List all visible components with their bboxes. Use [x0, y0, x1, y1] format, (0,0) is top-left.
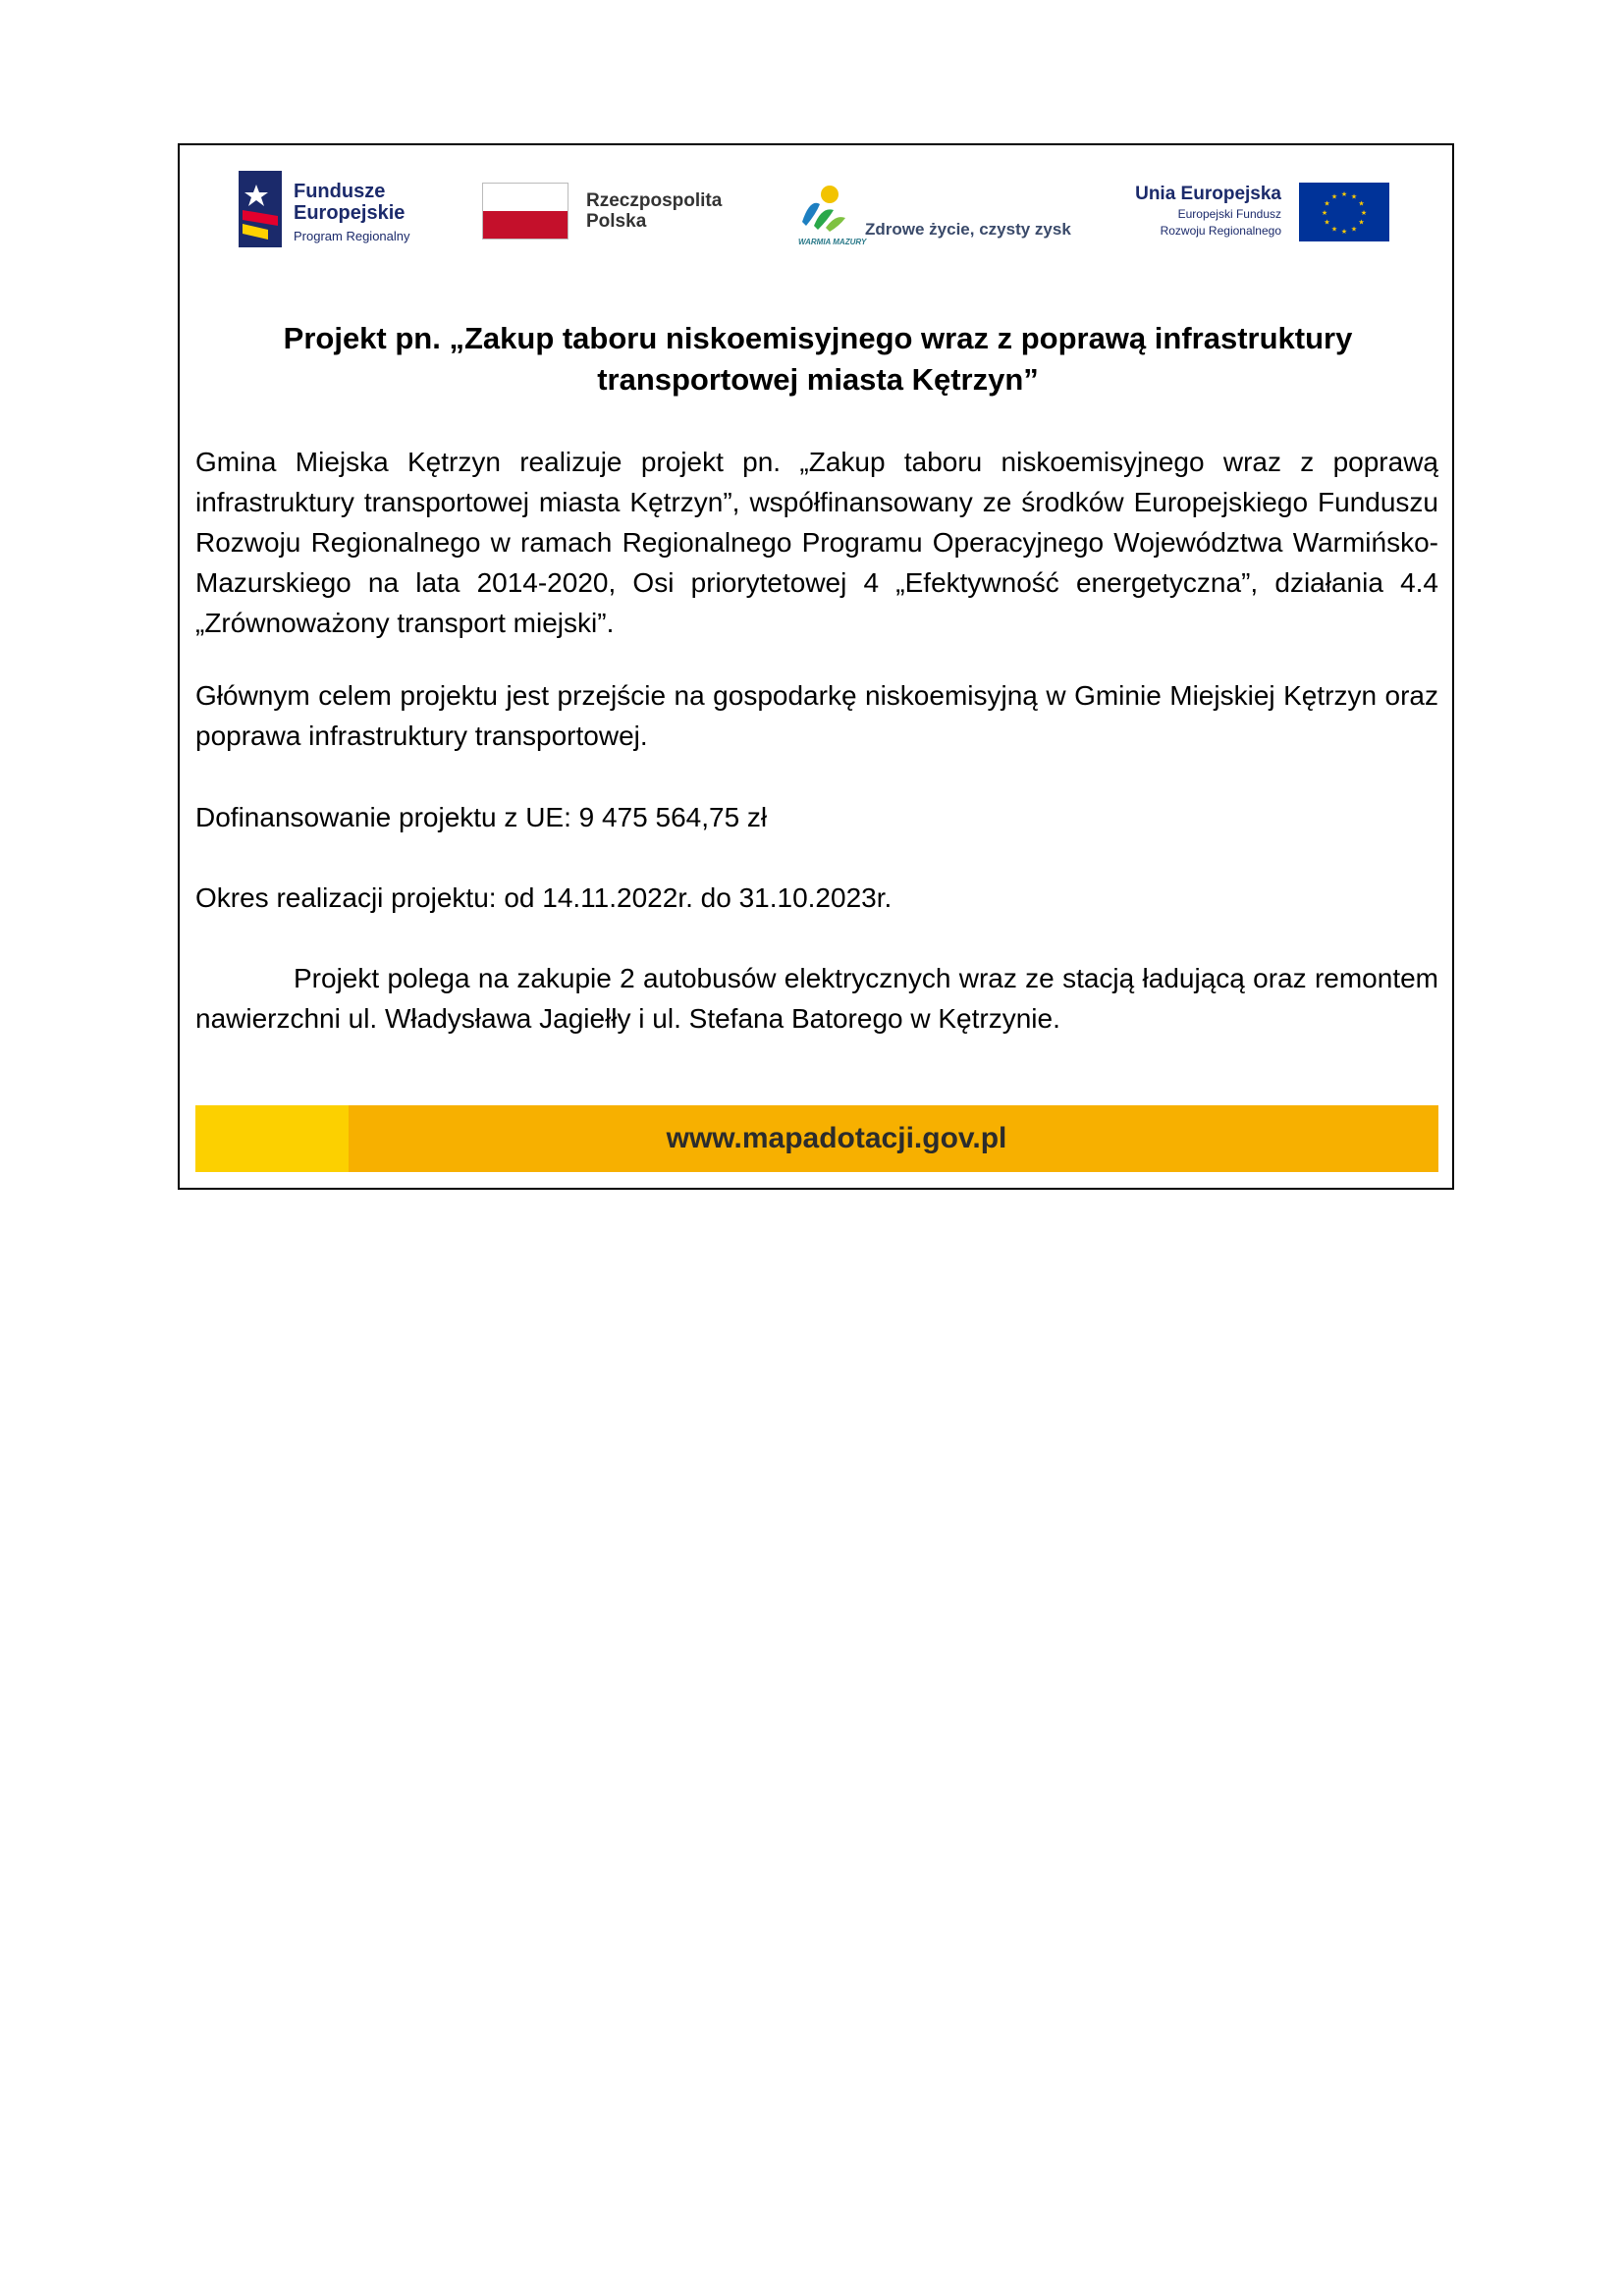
svg-text:★: ★	[1340, 228, 1348, 236]
rzeczpospolita-line1: Rzeczpospolita	[586, 190, 723, 211]
unia-line2: Europejski Fundusz	[1177, 207, 1281, 221]
svg-text:★: ★	[1324, 199, 1330, 208]
unia-line1: Unia Europejska	[1135, 184, 1281, 204]
svg-text:★: ★	[1350, 192, 1358, 201]
document-frame	[178, 143, 1454, 1190]
svg-text:★: ★	[1350, 225, 1358, 234]
paragraph-project-scope: Projekt polega na zakupie 2 autobusów elektrycznych wraz ze stacją ładującą oraz remontem nawierzchni ul. Władysława Jagiełły i ul. Stefana Batorego w Kętrzynie.	[195, 963, 1438, 1034]
svg-text:★: ★	[1358, 218, 1365, 227]
warmia-mazury-slogan: Zdrowe życie, czysty zysk	[865, 220, 1071, 239]
polish-flag-icon	[482, 183, 568, 240]
svg-text:★: ★	[1321, 209, 1328, 217]
svg-text:★: ★	[1324, 218, 1330, 227]
svg-text:★: ★	[1360, 209, 1368, 217]
banner-url[interactable]: www.mapadotacji.gov.pl	[666, 1122, 1007, 1154]
svg-text:★: ★	[1330, 225, 1338, 234]
fundusze-line2: Europejskie	[294, 202, 406, 224]
paragraph-project-goal: Głównym celem projektu jest przejście na gospodarkę niskoemisyjną w Gminie Miejskiej Kętrzyn oraz poprawa infrastruktury transportowej.	[195, 680, 1438, 751]
project-title: Projekt pn. „Zakup taboru niskoemisyjnego wraz z poprawą infrastruktury transportowej miasta Kętrzyn”	[283, 321, 1353, 397]
svg-text:★: ★	[1340, 190, 1348, 198]
fundusze-line1: Fundusze	[294, 181, 386, 202]
warmia-mazury-icon	[796, 183, 849, 238]
rzeczpospolita-line2: Polska	[586, 211, 647, 232]
fundusze-line3: Program Regionalny	[294, 229, 410, 243]
paragraph-project-description: Gmina Miejska Kętrzyn realizuje projekt pn. „Zakup taboru niskoemisyjnego wraz z poprawą infrastruktury transportowej miasta Kętrzyn”, współfinansowany ze środków Europejskiego Funduszu Rozwoju Regionalnego w ramach Regionalnego Programu Operacyjnego Województwa Warmińsko-Mazurskiego na lata 2014-2020, Osi priorytetowej 4 „Efektywność energetyczna”, działania 4.4 „Zrównoważony transport miejski”.	[195, 447, 1438, 638]
svg-text:★: ★	[1358, 199, 1365, 208]
logo-bar	[180, 145, 1452, 283]
eu-flag-icon	[1299, 183, 1389, 241]
paragraph-funding-amount: Dofinansowanie projektu z UE: 9 475 564,75 zł	[195, 802, 768, 832]
mapadotacji-banner	[195, 1105, 1438, 1172]
unia-line3: Rozwoju Regionalnego	[1160, 224, 1281, 238]
warmia-mazury-small-text: WARMIA MAZURY	[798, 238, 867, 246]
fundusze-europejskie-icon	[239, 171, 282, 247]
svg-text:★: ★	[1330, 192, 1338, 201]
paragraph-implementation-period: Okres realizacji projektu: od 14.11.2022r. do 31.10.2023r.	[195, 882, 893, 913]
